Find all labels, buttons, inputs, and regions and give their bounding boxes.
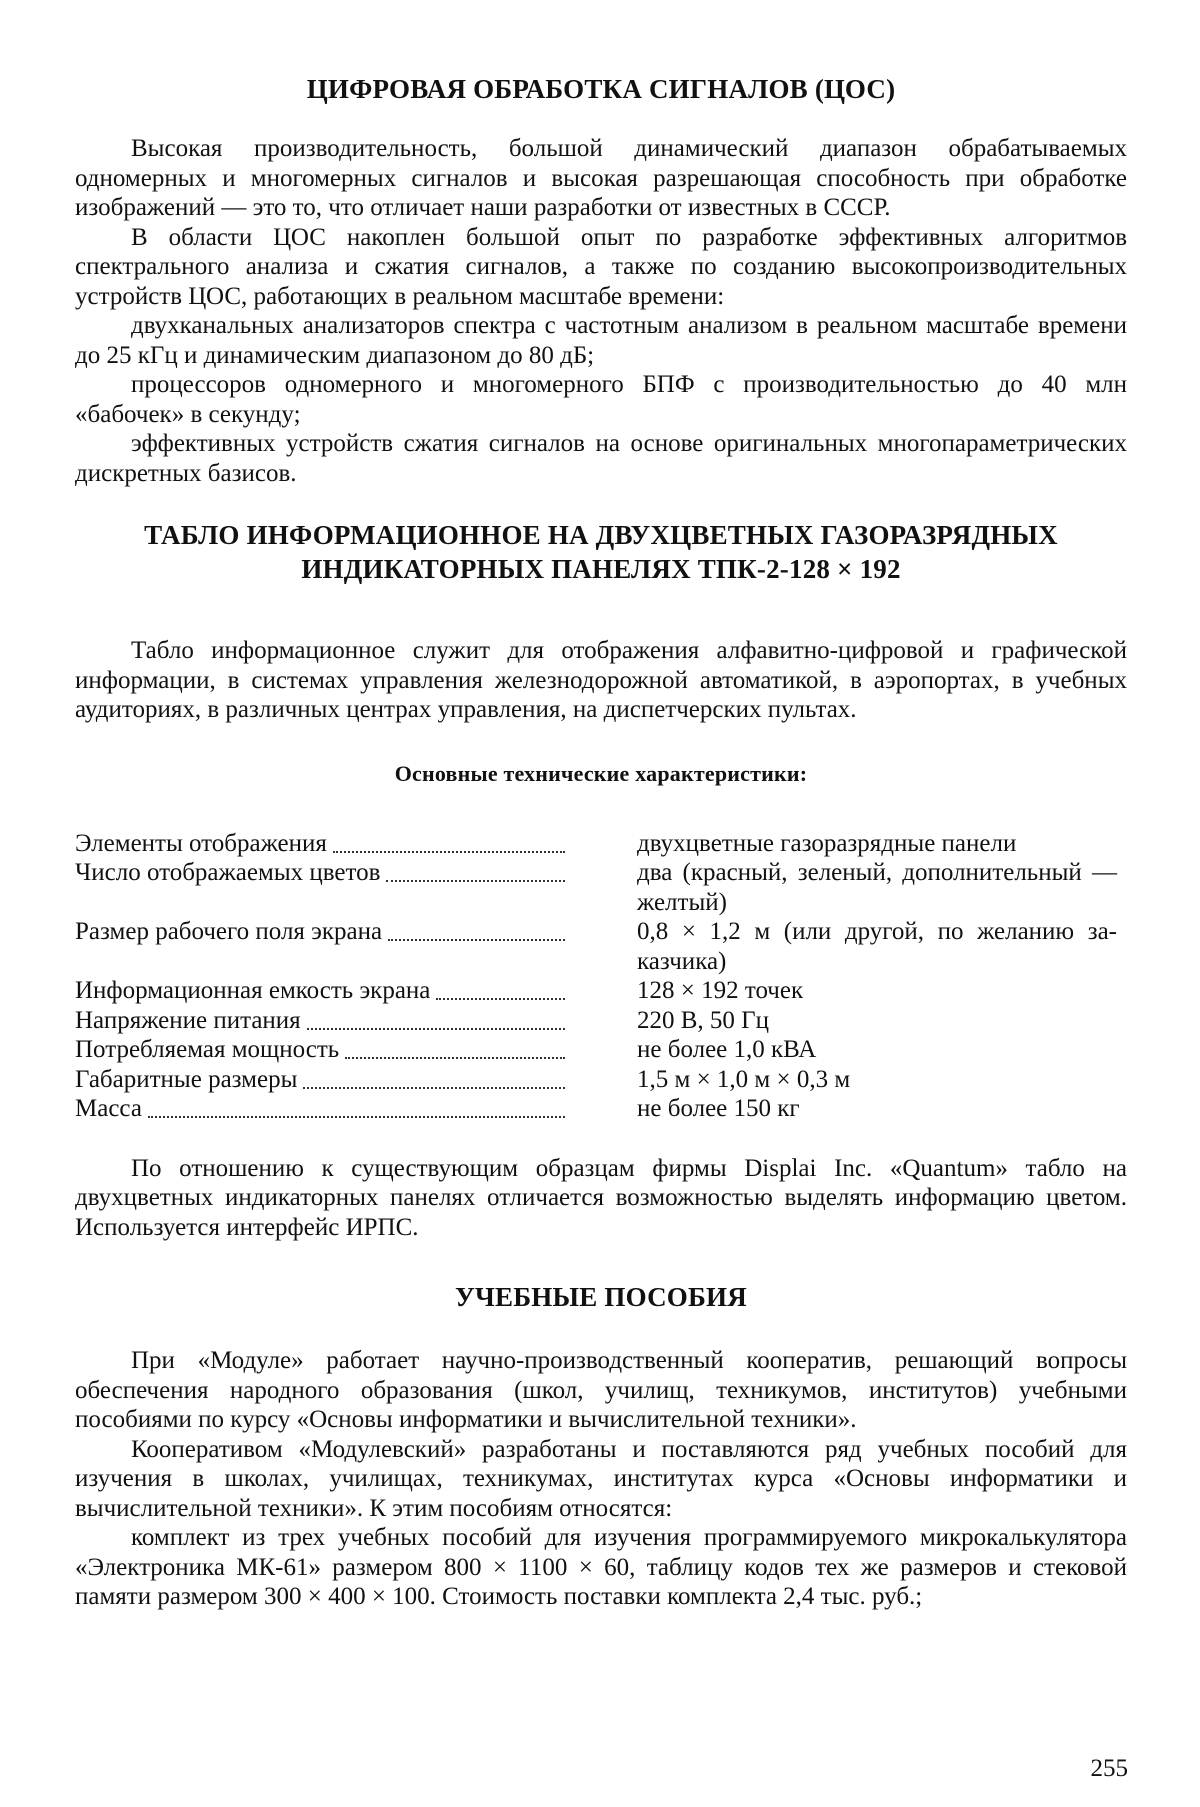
spec-label: Масса	[75, 1094, 142, 1124]
dot-leader	[307, 1006, 565, 1030]
paragraph-intro: Табло информационное служит для отображения алфавитно-цифровой и графи­ческой информации, в системах управления железнодорожной автоматикой, в аэро­портах, в учебных аудиториях, в различных центрах управления, на диспетчерских пультах.	[75, 636, 1127, 725]
spec-value: 128 × 192 точек	[637, 976, 1117, 1006]
document-page	[75, 60, 1127, 1612]
dot-leader	[386, 858, 565, 882]
spec-value: 220 В, 50 Гц	[637, 1006, 1117, 1036]
section-teaching-aids-body	[75, 1346, 1127, 1612]
dot-leader	[303, 1065, 565, 1089]
spec-row	[75, 917, 1127, 976]
page-number: 255	[1091, 1755, 1129, 1783]
specs-heading: Основные технические характеристики:	[75, 761, 1127, 787]
paragraph: В области ЦОС накоплен большой опыт по разработке эффективных алгорит­мов спектрального анализа и сжатия сигналов, а также по созданию высокопроиз­водительных устройств ЦОС, работающих в реальном масштабе времени:	[75, 223, 1127, 312]
paragraph: При «Модуле» работает научно-производственный кооператив, решающий воп­росы обеспечения народного образования (школ, училищ, техникумов, институтов) учебными пособиями по курсу «Основы информатики и вычислительной техники».	[75, 1346, 1127, 1435]
paragraph: эффективных устройств сжатия сигналов на основе оригинальных многопараме­трических дискретных базисов.	[75, 429, 1127, 488]
spec-row	[75, 1094, 1127, 1124]
section-title-line: ИНДИКАТОРНЫХ ПАНЕЛЯХ ТПК-2-128 × 192	[301, 554, 900, 584]
spec-value: два (красный, зеленый, дополнитель­ный — желтый)	[637, 858, 1117, 917]
section-dsp-body	[75, 134, 1127, 488]
section-title-display-board	[75, 518, 1127, 586]
spec-value: двухцветные газоразрядные панели	[637, 829, 1117, 859]
spec-row	[75, 1006, 1127, 1036]
spec-label: Число отображаемых цветов	[75, 858, 380, 888]
paragraph: Высокая производительность, большой динамический диапазон обрабатываемых одномерных и многомерных сигналов и высокая разрешающая способность при обработке изображений — это то, что отличает наши разработки от известных в СССР.	[75, 134, 1127, 223]
paragraph: двухканальных анализаторов спектра с частотным анализом в реальном масш­табе времени до 25 кГц и динамическим диапазоном до 80 дБ;	[75, 311, 1127, 370]
section-title-dsp: ЦИФРОВАЯ ОБРАБОТКА СИГНАЛОВ (ЦОС)	[75, 72, 1127, 106]
paragraph: Кооперативом «Модулевский» разработаны и поставляются ряд учебных посо­бий для изучения в школах, училищах, техникумах, институтах курса «Основы информатики и вычислительной техники». К этим пособиям относятся:	[75, 1435, 1127, 1524]
spec-label: Размер рабочего поля экрана	[75, 917, 382, 947]
spec-value: не более 150 кг	[637, 1094, 1117, 1124]
spec-value: 1,5 м × 1,0 м × 0,3 м	[637, 1065, 1117, 1095]
spec-label: Габаритные размеры	[75, 1065, 297, 1095]
paragraph: процессоров одномерного и многомерного БПФ с производительностью до 40 млн «бабочек» в секунду;	[75, 370, 1127, 429]
spec-value: 0,8 × 1,2 м (или другой, по желанию за­казчика)	[637, 917, 1117, 976]
spec-row	[75, 829, 1127, 859]
dot-leader	[333, 829, 565, 853]
spec-row	[75, 1065, 1127, 1095]
section-title-teaching-aids: УЧЕБНЫЕ ПОСОБИЯ	[75, 1280, 1127, 1314]
dot-leader	[345, 1035, 565, 1059]
dot-leader	[436, 976, 565, 1000]
spec-label: Напряжение питания	[75, 1006, 301, 1036]
spec-label: Элементы отображения	[75, 829, 327, 859]
spec-row	[75, 976, 1127, 1006]
spec-row	[75, 1035, 1127, 1065]
specs-table	[75, 829, 1127, 1124]
spec-label: Информационная емкость экрана	[75, 976, 430, 1006]
spec-row	[75, 858, 1127, 917]
spec-value: не более 1,0 кВА	[637, 1035, 1117, 1065]
paragraph: комплект из трех учебных пособий для изучения программируемого микрокаль­кулятора «Электроника МК-61» размером 800 × 1100 × 60, таблицу кодов тех же размеров и стековой памяти размером 300 × 400 × 100. Стоимость поставки комплек­та 2,4 тыс. руб.;	[75, 1523, 1127, 1612]
section-title-line: ТАБЛО ИНФОРМАЦИОННОЕ НА ДВУХЦВЕТНЫХ ГАЗОРАЗРЯДНЫХ	[144, 520, 1058, 550]
dot-leader	[148, 1094, 565, 1118]
spec-label: Потребляемая мощность	[75, 1035, 339, 1065]
dot-leader	[388, 917, 565, 941]
paragraph-conclusion: По отношению к существующим образцам фирмы Displai Inc. «Quantum» табло на двухцветных индикаторных панелях отличается возможностью выделять инфор­мацию цветом. Используется интерфейс ИРПС.	[75, 1154, 1127, 1243]
